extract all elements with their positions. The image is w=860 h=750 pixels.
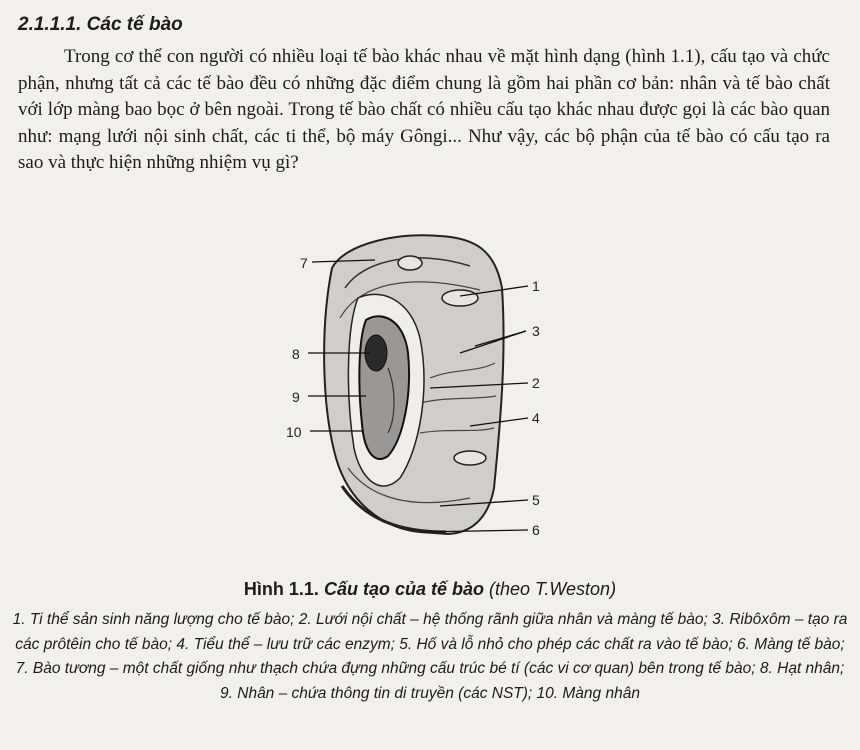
figure-legend: 1. Ti thể sản sinh năng lượng cho tế bào; 2. Lưới nội chất – hệ thống rãnh giữa nhân và màng tế bào; 3. Ribôxôm – tạo ra các prôtêin cho tế bào; 4. Tiểu thể – lưu trữ các enzym; 5. Hố và lỗ nhỏ cho phép các chất ra vào tế bào; 6. Màng tế bào; 7. Bào tương – một chất giống như thạch chứa đựng những cấu trúc bé tí (các vi cơ quan) bên trong tế bào; 8. Hạt nhân; 9. Nhân – chứa thông tin di truyền (các NST); 10. Màng nhân bbox=[12, 611, 848, 702]
figure-label-6: 6 bbox=[532, 522, 540, 538]
figure-label-9: 9 bbox=[292, 389, 300, 405]
figure-label-2: 2 bbox=[532, 375, 540, 391]
body-paragraph: Trong cơ thể con người có nhiều loại tế bào khác nhau về mặt hình dạng (hình 1.1), cấu tạo và chức phận, nhưng tất cả các tế bào đều có những đặc điểm chung là gồm hai phần cơ bản: nhân và tế bào chất với lớp màng bao bọc ở bên ngoài. Trong tế bào chất có nhiều cấu tạo khác nhau được gọi là các bào quan như: mạng lưới nội sinh chất, các ti thể, bộ máy Gôngi... Như vậy, các bộ phận của tế bào có cấu tạo ra sao và thực hiện những nhiệm vụ gì? bbox=[18, 46, 830, 173]
figure-label-8: 8 bbox=[292, 346, 300, 362]
figure-caption-title bbox=[0, 579, 860, 600]
cell-structure-figure bbox=[270, 228, 590, 558]
figure-label-1: 1 bbox=[532, 278, 540, 294]
caption-source: (theo T.Weston) bbox=[489, 579, 617, 599]
figure-label-7: 7 bbox=[300, 255, 308, 271]
section-heading: 2.1.1.1. Các tế bào bbox=[18, 14, 183, 35]
caption-number: Hình 1.1. bbox=[243, 579, 319, 599]
figure-label-4: 4 bbox=[532, 410, 540, 426]
figure-label-10: 10 bbox=[286, 424, 302, 440]
caption-title-text: Cấu tạo của tế bào bbox=[323, 579, 484, 599]
figure-label-5: 5 bbox=[532, 492, 540, 508]
figure-label-3: 3 bbox=[532, 323, 540, 339]
